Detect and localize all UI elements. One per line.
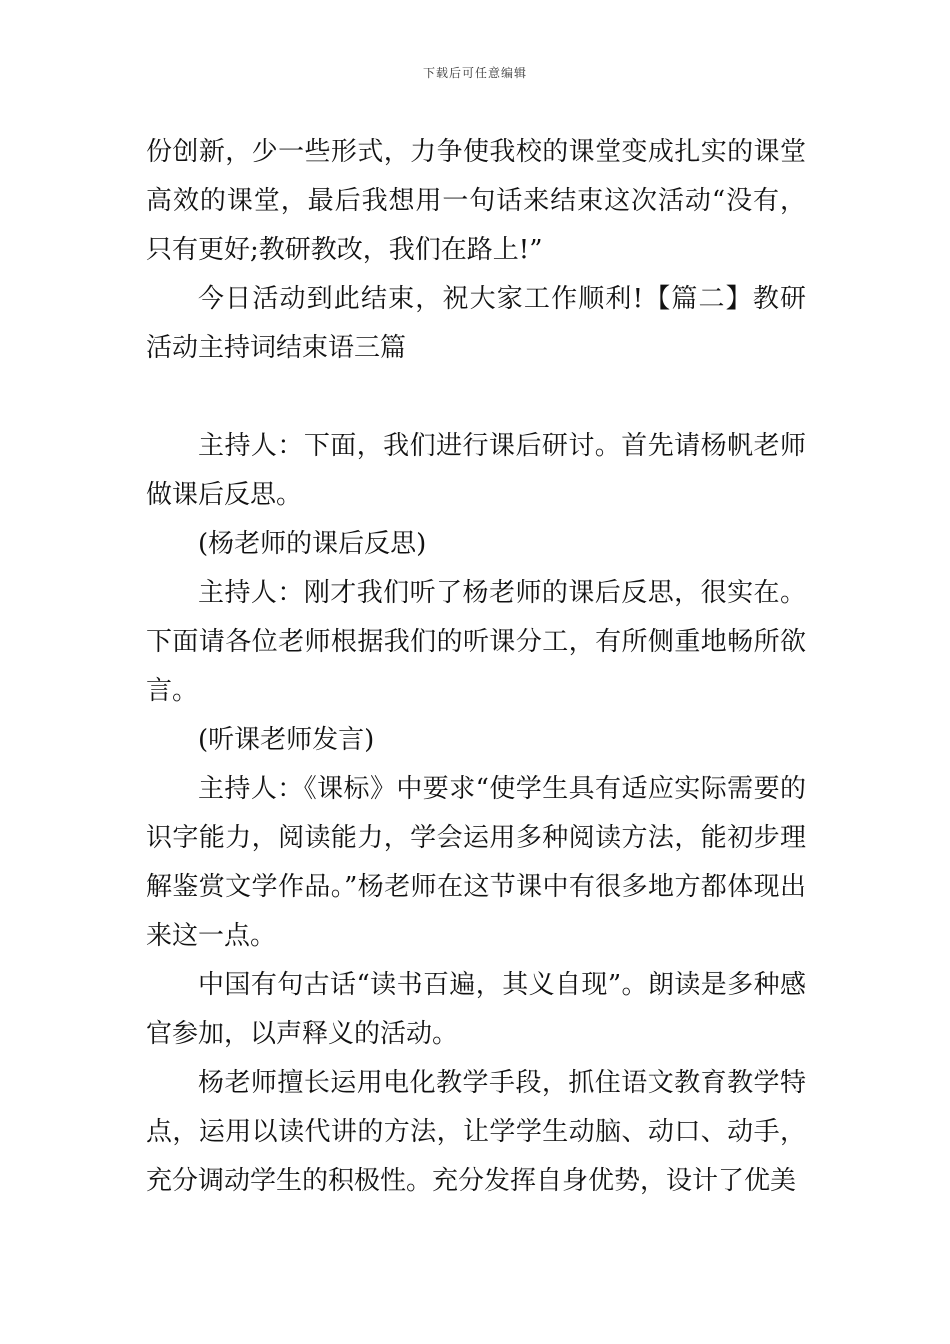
paragraph-8: 中国有句古话“读书百遍，其义自现”。朗读是多种感官参加，以声释义的活动。 (146, 970, 806, 1049)
paragraph-1: 份创新，少一些形式，力争使我校的课堂变成扎实的课堂高效的课堂，最后我想用一句话来结束这次活动“没有，只有更好;教研教改，我们在路上!” (146, 137, 806, 265)
paragraph-7: 主持人：《课标》中要求“使学生具有适应实际需要的识字能力，阅读能力，学会运用多种阅读方法，能初步理解鉴赏文学作品。”杨老师在这节课中有很多地方都体现出来这一点。 (146, 774, 806, 951)
paragraph-6: (听课老师发言) (198, 725, 375, 755)
page-header-note: 下载后可任意编辑 (422, 66, 527, 80)
paragraph-4: (杨老师的课后反思) (198, 529, 427, 559)
paragraph-9: 杨老师擅长运用电化教学手段，抓住语文教育教学特点，运用以读代讲的方法，让学学生动脑、动口、动手，充分调动学生的积极性。充分发挥自身优势，设计了优美 (146, 1068, 806, 1196)
paragraph-3: 主持人：下面，我们进行课后研讨。首先请杨帆老师做课后反思。 (146, 431, 806, 510)
paragraph-spacer (146, 373, 806, 422)
paragraph-2: 今日活动到此结束，祝大家工作顺利!【篇二】教研活动主持词结束语三篇 (146, 284, 806, 363)
paragraph-5: 主持人：刚才我们听了杨老师的课后反思，很实在。下面请各位老师根据我们的听课分工，有所侧重地畅所欲言。 (146, 578, 806, 706)
document-body (146, 128, 806, 1206)
